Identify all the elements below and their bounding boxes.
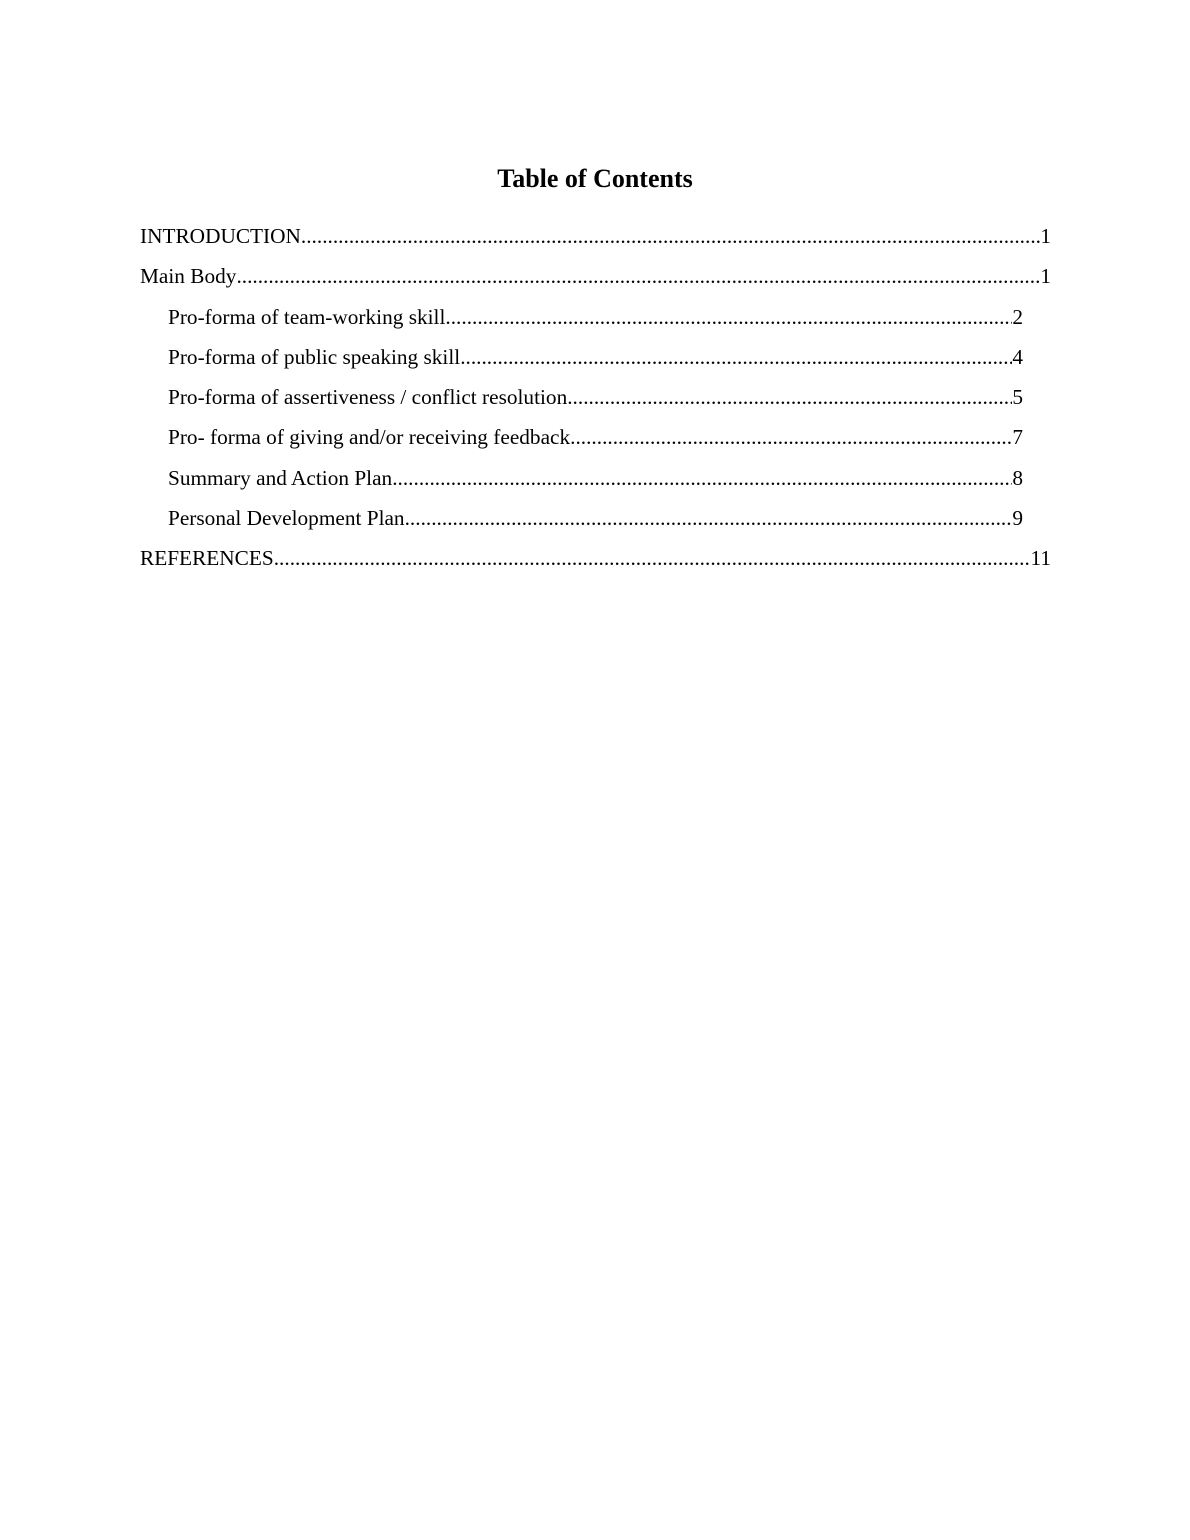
toc-entry-label: REFERENCES — [140, 546, 274, 571]
toc-page-number: 4 — [1012, 344, 1023, 369]
toc-entry-main-body[interactable] — [140, 260, 1051, 300]
toc-entry-personal-development-plan[interactable] — [168, 502, 1023, 542]
toc-entry-label: Personal Development Plan — [168, 506, 405, 531]
toc-page-number: 8 — [1012, 465, 1023, 490]
toc-entry-label: Main Body — [140, 264, 237, 289]
toc-list — [0, 220, 1190, 583]
toc-dot-leader — [301, 220, 1040, 252]
toc-dot-leader — [274, 542, 1031, 574]
toc-dot-leader — [570, 421, 1012, 453]
toc-page-number: 1 — [1040, 224, 1051, 248]
toc-entry-team-working[interactable] — [168, 301, 1023, 341]
toc-entry-label: Pro-forma of public speaking skill — [168, 344, 461, 369]
toc-entry-label: Pro-forma of team-working skill — [168, 304, 446, 329]
toc-dot-leader — [445, 301, 1012, 333]
toc-entry-summary-action-plan[interactable] — [168, 462, 1023, 502]
toc-entry-label: Pro-forma of assertiveness / conflict resolution — [168, 385, 568, 410]
toc-entry-feedback[interactable] — [168, 421, 1023, 461]
toc-entry-label: Pro- forma of giving and/or receiving feedback — [168, 425, 571, 450]
toc-dot-leader — [392, 462, 1012, 494]
toc-dot-leader — [236, 260, 1040, 292]
toc-dot-leader — [460, 341, 1012, 373]
toc-dot-leader — [567, 381, 1012, 413]
toc-entry-introduction[interactable] — [140, 220, 1051, 260]
toc-entry-assertiveness[interactable] — [168, 381, 1023, 421]
toc-entry-label: Summary and Action Plan — [168, 465, 393, 490]
toc-page-number: 5 — [1012, 385, 1023, 410]
toc-entry-label: INTRODUCTION — [140, 224, 301, 248]
toc-dot-leader — [405, 502, 1013, 534]
toc-page-number: 1 — [1040, 264, 1051, 289]
toc-page-number: 2 — [1012, 304, 1023, 329]
toc-page-number: 7 — [1012, 425, 1023, 450]
toc-title: Table of Contents — [497, 164, 693, 193]
toc-page-number: 11 — [1030, 546, 1051, 571]
toc-page-number: 9 — [1012, 506, 1023, 531]
toc-entry-public-speaking[interactable] — [168, 341, 1023, 381]
toc-entry-references[interactable] — [140, 542, 1051, 582]
